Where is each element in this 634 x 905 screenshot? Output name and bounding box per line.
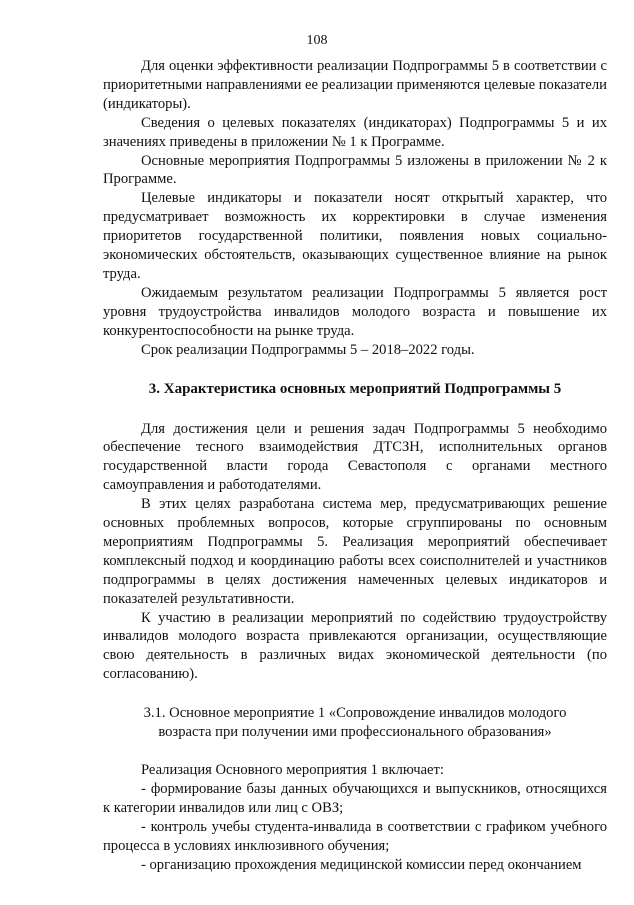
list-item-study-control: - контроль учебы студента-инвалида в соответствии с графиком учебного процесса в условиях инклюзивного обучения; bbox=[103, 818, 607, 854]
paragraph-interaction: Для достижения цели и решения задач Подпрограммы 5 необходимо обеспечение тесного взаимодействия ДТСЗН, исполнительных органов государственной власти города Севастополя с органами местного самоуправления и работодателями. bbox=[103, 420, 607, 494]
paragraph-organizations: К участию в реализации мероприятий по содействию трудоустройству инвалидов молодого возраста привлекаются организации, осуществляющие свою деятельность в различных видах экономической деятельности (по согласованию). bbox=[103, 609, 607, 683]
paragraph-expected-result: Ожидаемым результатом реализации Подпрограммы 5 является рост уровня трудоустройства инвалидов молодого возраста и повышение их конкурентоспособности на рынке труда. bbox=[103, 284, 607, 339]
list-item-database: - формирование базы данных обучающихся и выпускников, относящихся к категории инвалидов или лиц с ОВЗ; bbox=[103, 780, 607, 816]
paragraph-main-activities: Основные мероприятия Подпрограммы 5 изложены в приложении № 2 к Программе. bbox=[103, 152, 607, 188]
list-item-medical-commission: - организацию прохождения медицинской комиссии перед окончанием bbox=[141, 856, 582, 873]
paragraph-evaluation: Для оценки эффективности реализации Подпрограммы 5 в соответствии с приоритетными направлениями ее реализации применяются целевые показатели (индикаторы). bbox=[103, 58, 607, 112]
subsection-heading: 3.1. Основное мероприятие 1 «Сопровождение инвалидов молодого возраста при получении ими профессионального образования» bbox=[143, 705, 567, 741]
paragraph-indicators-info: Сведения о целевых показателях (индикаторах) Подпрограммы 5 и их значениях приведены в приложении № 1 к Программе. bbox=[103, 114, 607, 150]
section-heading: 3. Характеристика основных мероприятий Подпрограммы 5 bbox=[148, 380, 562, 397]
paragraph-open-indicators: Целевые индикаторы и показатели носят открытый характер, что предусматривает возможность их корректировки в случае изменения приоритетов государственной политики, появления новых социально-экономических обстоятельств, оказывающих существенное влияние на рынок труда. bbox=[103, 190, 607, 282]
document-body bbox=[103, 57, 607, 874]
paragraph-implementation-period: Срок реализации Подпрограммы 5 – 2018–2022 годы. bbox=[141, 341, 475, 358]
paragraph-system-of-measures: В этих целях разработана система мер, предусматривающих решение основных проблемных вопросов, которые сгруппированы по основным мероприятиям Подпрограммы 5. Реализация мероприятий обеспечивает комплексный подход и координацию работы всех соисполнителей и участников подпрограммы в целях достижения намеченных целевых индикаторов и показателей результативности. bbox=[103, 496, 607, 607]
includes-intro: Реализация Основного мероприятия 1 включает: bbox=[141, 762, 444, 778]
page-number: 108 bbox=[306, 33, 328, 48]
